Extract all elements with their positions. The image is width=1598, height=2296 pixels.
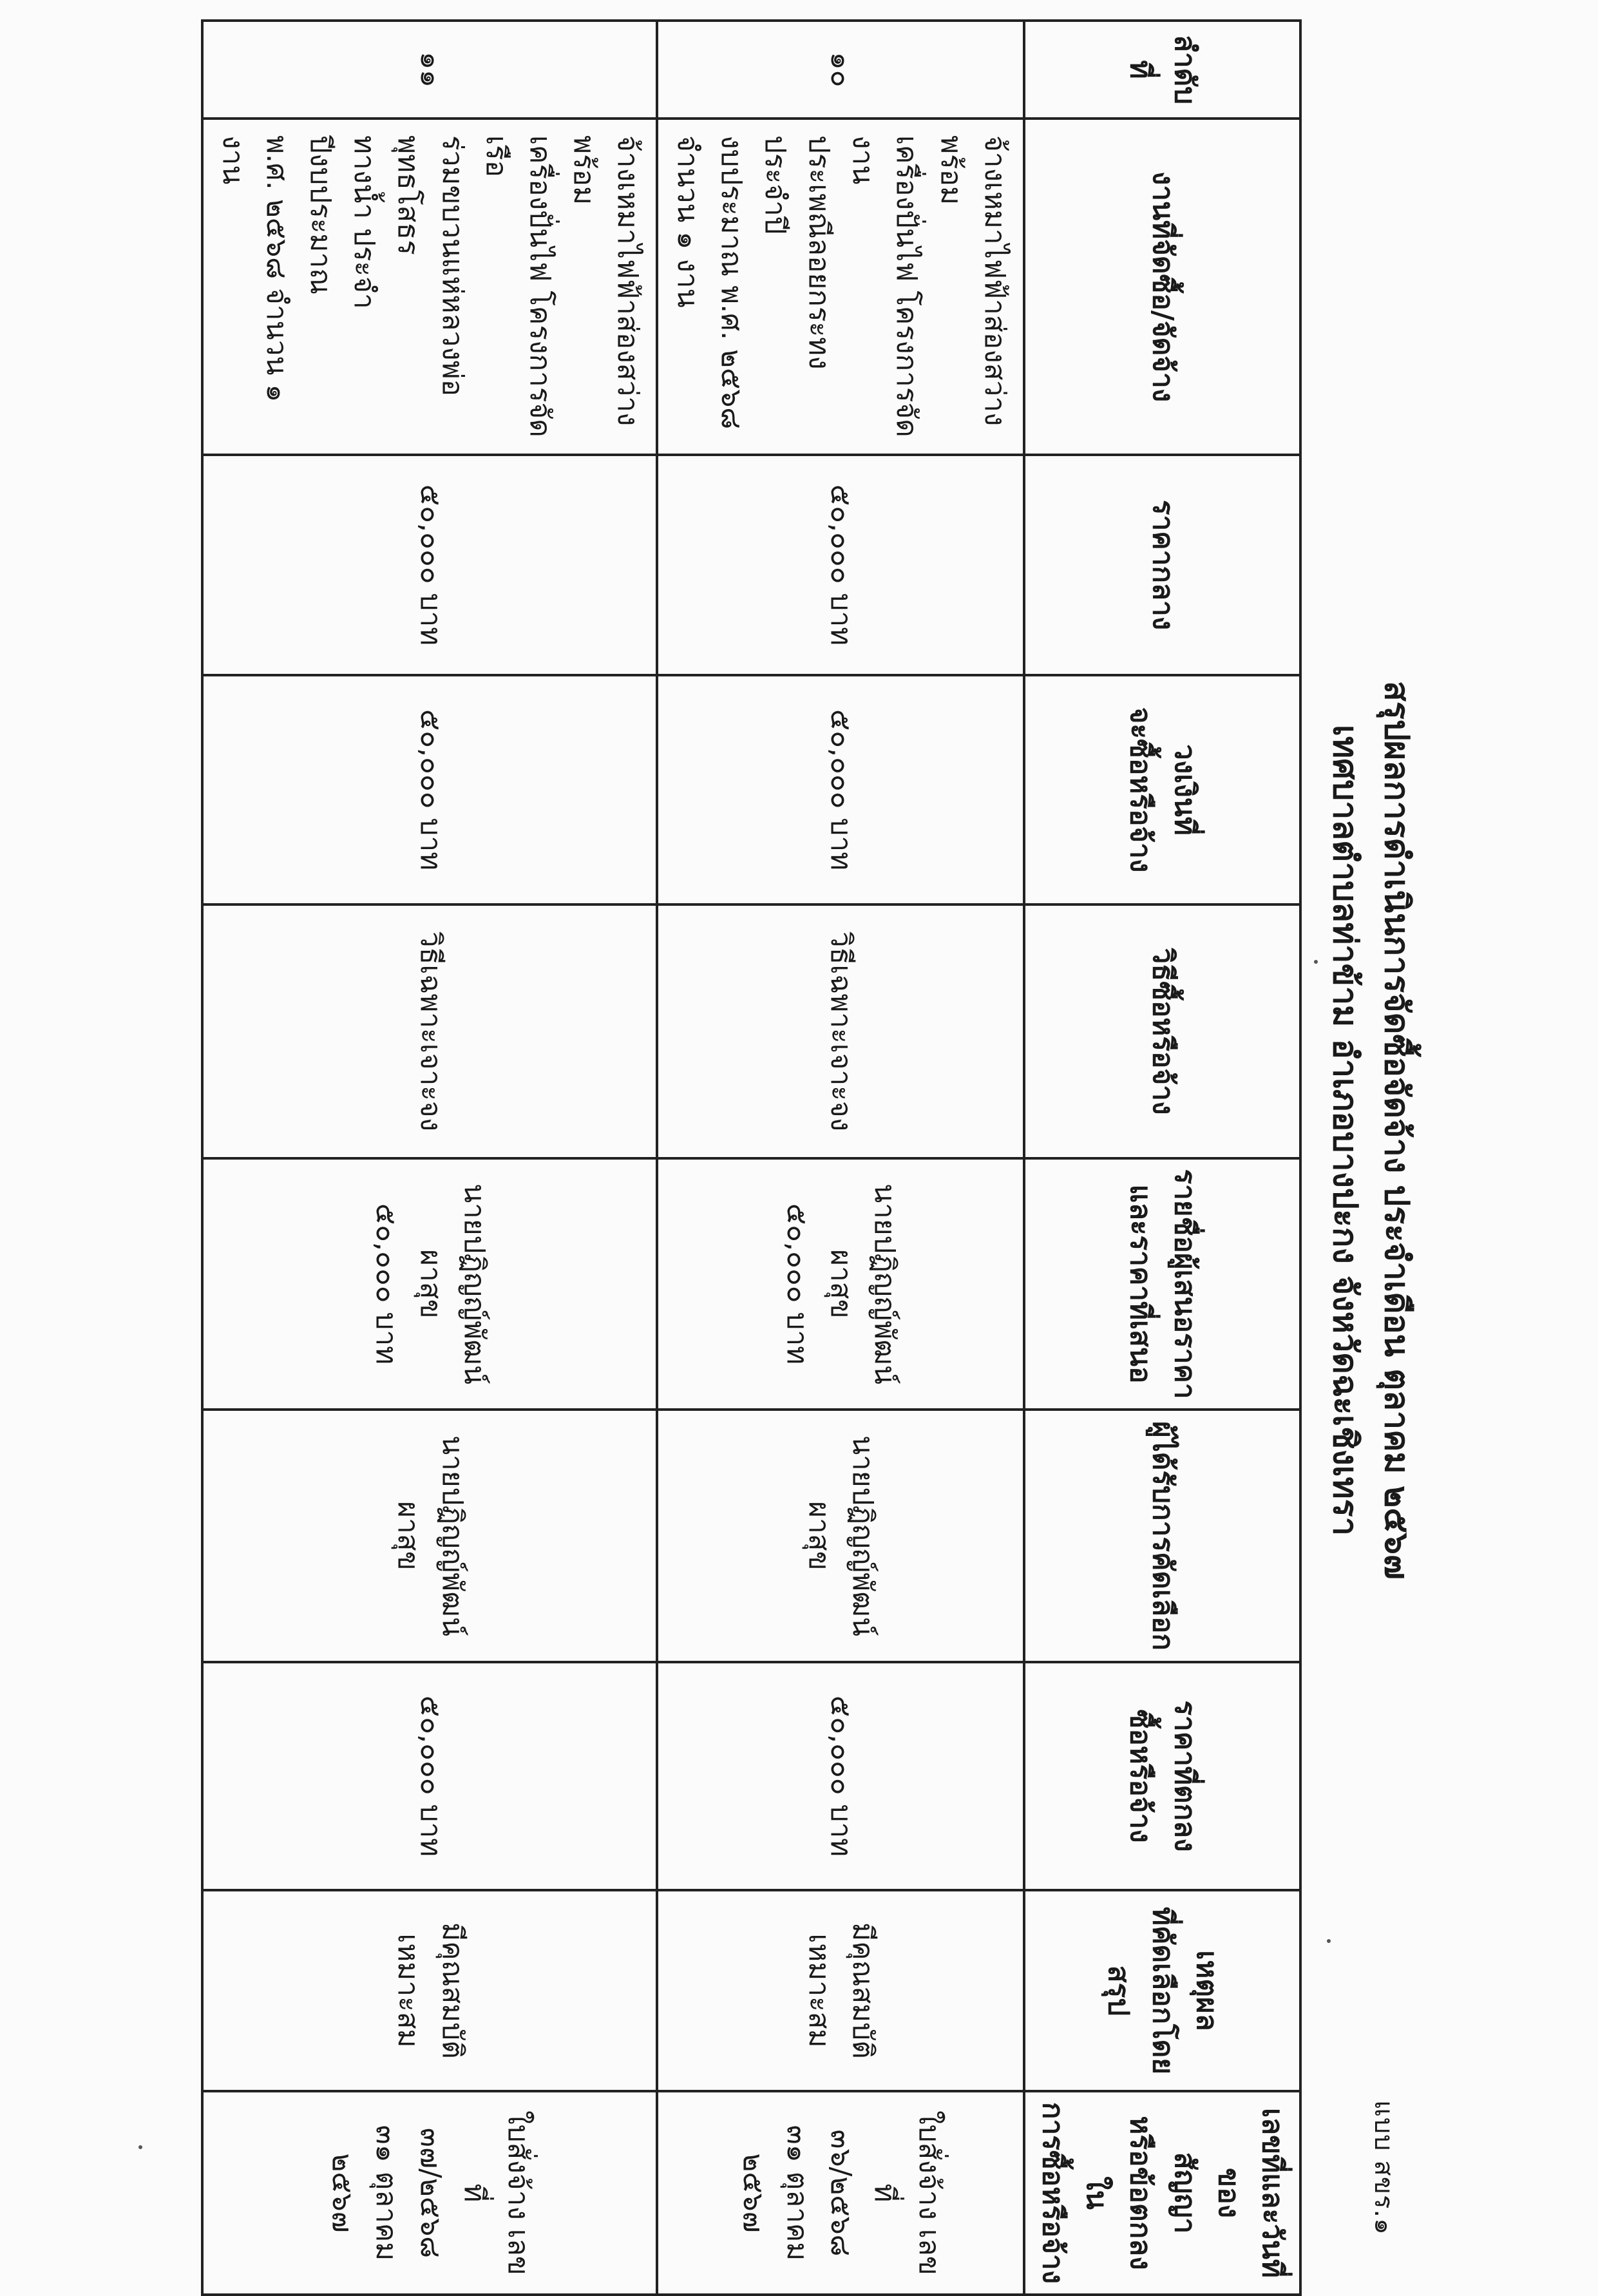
scan-speck [1327,1939,1331,1943]
header-winner: ผู้ได้รับการคัดเลือก [1024,1410,1300,1662]
row-reason: มีคุณสมบัติ เหมาะสม [657,1890,1024,2091]
row-agreed-price: ๕๐,๐๐๐ บาท [657,1662,1024,1890]
row-bidders: นายปฏิญญ์พัฒน์ ผาสุข ๕๐,๐๐๐ บาท [657,1158,1024,1410]
form-code: แบบ สขร.๑ [1369,2100,1398,2235]
header-budget: วงเงินที่ จะซื้อหรือจ้าง [1024,675,1300,904]
row-no: ๑๐ [657,21,1024,119]
row-budget: ๕๐,๐๐๐ บาท [203,675,658,904]
row-median-price: ๕๐,๐๐๐ บาท [657,455,1024,675]
scan-speck [138,2145,142,2149]
row-no: ๑๑ [203,21,658,119]
document-title: สรุปผลการดำเนินการจัดซื้อจัดจ้าง ประจำเดือน ตุลาคม ๒๕๖๗ [1377,681,1416,1580]
table-row [203,21,658,2295]
scan-speck [1314,960,1318,964]
header-median-price: ราคากลาง [1024,455,1300,675]
row-contract: ใบสั่งจ้าง เลขที่ ๓๖/๒๕๖๘ ๓๑ ตุลาคม ๒๕๖๗ [657,2091,1024,2295]
document-subtitle: เทศบาลตำบลท่าข้าม อำเภอบางปะกง จังหวัดฉะเชิงเทรา [1326,725,1364,1536]
row-contract: ใบสั่งจ้าง เลขที่ ๓๗/๒๕๖๘ ๓๑ ตุลาคม ๒๕๖๗ [203,2091,658,2295]
header-contract: เลขที่และวันที่ของ สัญญา หรือข้อตกลงใน การซื้อหรือจ้าง [1024,2091,1300,2295]
table-header-row [1024,21,1300,2295]
row-item: จ้างเหมาไฟฟ้าส่องสว่างพร้อม เครื่องปั่นไฟ โครงการจัดงาน ประเพณีลอยกระทง ประจำปี งบประมาณ พ.ศ. ๒๕๖๘ จำนวน ๑ งาน [657,119,1024,455]
row-item: จ้างเหมาไฟฟ้าส่องสว่างพร้อม เครื่องปั่นไฟ โครงการจัดเรือ ร่วมขบวนแห่หลวงพ่อพุทธโสธร ทางน้ำ ประจำปีงบประมาณ พ.ศ. ๒๕๖๘ จำนวน ๑ งาน [203,119,658,455]
row-method: วิธีเฉพาะเจาะจง [657,904,1024,1158]
header-no: ลำดับที่ [1024,21,1300,119]
procurement-summary-table [202,19,1302,2296]
row-median-price: ๕๐,๐๐๐ บาท [203,455,658,675]
header-method: วิธีซื้อหรือจ้าง [1024,904,1300,1158]
header-bidders: รายชื่อผู้เสนอราคา และราคาที่เสนอ [1024,1158,1300,1410]
header-agreed-price: ราคาที่ตกลง ซื้อหรือจ้าง [1024,1662,1300,1890]
header-reason: เหตุผล ที่คัดเลือกโดย สรุป [1024,1890,1300,2091]
row-agreed-price: ๕๐,๐๐๐ บาท [203,1662,658,1890]
table-row [657,21,1024,2295]
row-budget: ๕๐,๐๐๐ บาท [657,675,1024,904]
row-winner: นายปฏิญญ์พัฒน์ ผาสุข [203,1410,658,1662]
header-item: งานที่จัดซื้อ/จัดจ้าง [1024,119,1300,455]
row-bidders: นายปฏิญญ์พัฒน์ ผาสุข ๕๐,๐๐๐ บาท [203,1158,658,1410]
row-method: วิธีเฉพาะเจาะจง [203,904,658,1158]
row-winner: นายปฏิญญ์พัฒน์ ผาสุข [657,1410,1024,1662]
row-reason: มีคุณสมบัติ เหมาะสม [203,1890,658,2091]
